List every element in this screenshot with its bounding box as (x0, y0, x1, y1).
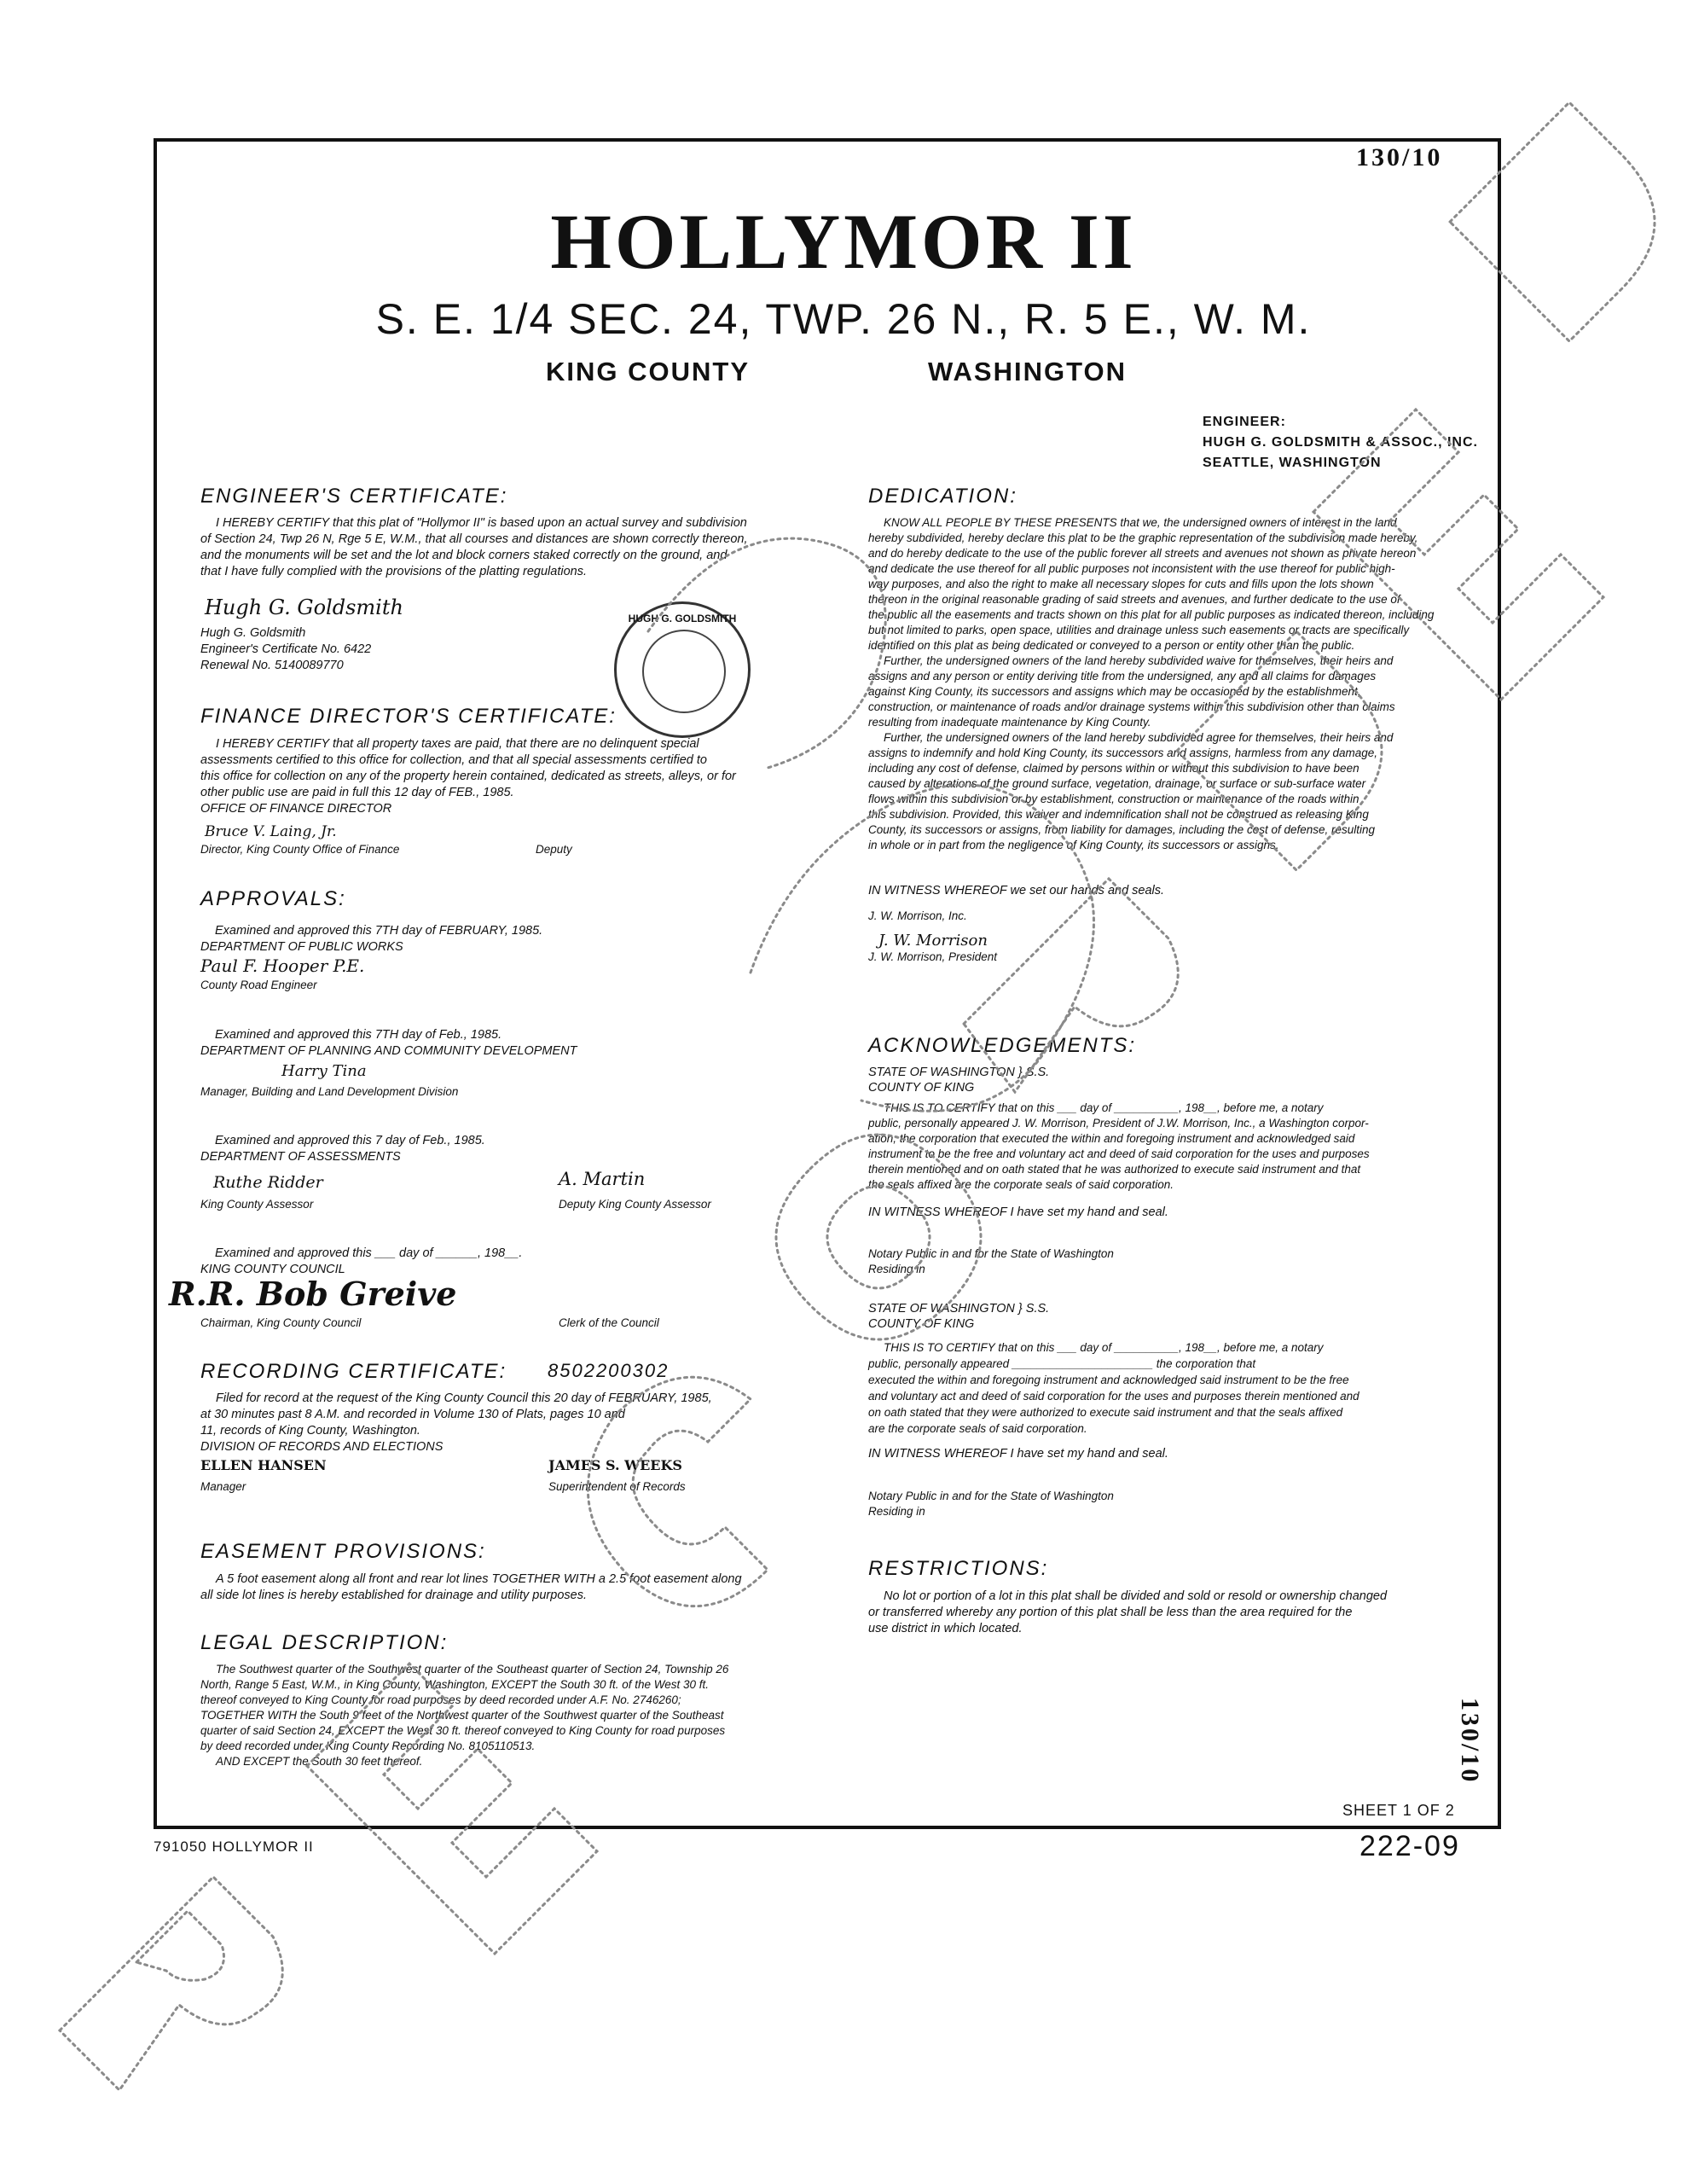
text-line: I HEREBY CERTIFY that this plat of "Hollymor II" is based upon an actual survey and subdivision (216, 516, 747, 530)
engineer-name-line: Hugh G. Goldsmith (200, 626, 306, 640)
assess-approval-line: Examined and approved this 7 day of Feb., 1985. (215, 1134, 485, 1147)
engineer-name: HUGH G. GOLDSMITH & ASSOC., INC. (1203, 435, 1478, 450)
text-line: ation, the corporation that executed the within and foregoing instrument and acknowledged said (868, 1132, 1355, 1145)
text-line: The Southwest quarter of the Southwest quarter of the Southeast quarter of Section 24, Township 26 (216, 1663, 729, 1676)
ack-heading: ACKNOWLEDGEMENTS: (868, 1034, 1137, 1057)
recording-number: 8502200302 (548, 1360, 670, 1381)
text-line: or transferred whereby any portion of this plat shall be less than the area required for the (868, 1606, 1353, 1619)
text-line: thereof conveyed to King County for road purposes by deed recorded under A.F. No. 2746260; (200, 1693, 681, 1706)
text-line: THIS IS TO CERTIFY that on this ___ day of __________, 198__, before me, a notary (884, 1341, 1324, 1354)
pw-signature: Paul F. Hooper P.E. (200, 956, 365, 976)
recording-division: DIVISION OF RECORDS AND ELECTIONS (200, 1440, 443, 1454)
recording-super-title: Superintendent of Records (548, 1480, 686, 1493)
pw-title: County Road Engineer (200, 979, 317, 991)
text-line: way purposes, and also the right to make all necessary slopes for cuts and fills upon the lots shown (868, 578, 1374, 590)
council-approval-line: Examined and approved this ___ day of ______, 198__. (215, 1246, 523, 1260)
finance-deputy-title: Deputy (536, 843, 572, 856)
text-line: hereby subdivided, hereby declare this plat to be the graphic representation of the subdivision made hereby, (868, 531, 1418, 544)
sheet-label: SHEET 1 OF 2 (1342, 1802, 1455, 1819)
legal-heading: LEGAL DESCRIPTION: (200, 1631, 449, 1654)
text-line: this office for collection on any of the property herein contained, dedicated as streets, alleys, or for (200, 770, 736, 783)
text-line: in whole or in part from the negligence of King County, its successors or assigns. (868, 839, 1279, 851)
text-line: other public use are paid in full this 12 day of FEB., 1985. (200, 786, 514, 799)
text-line: Further, the undersigned owners of the land hereby subdivided waive for themselves, their heirs and (884, 654, 1394, 667)
ack-notary-1: Notary Public in and for the State of Washington (868, 1247, 1114, 1260)
text-line: and voluntary act and deed of said corporation for the uses and purposes therein mentioned and (868, 1390, 1359, 1403)
text-line: Further, the undersigned owners of the land hereby subdivided agree for themselves, their heirs and (884, 731, 1394, 744)
state-label: WASHINGTON (928, 357, 1127, 386)
doc-number: 130/10 (1356, 143, 1443, 171)
restrictions-heading: RESTRICTIONS: (868, 1557, 1049, 1580)
text-line: TOGETHER WITH the South 9 feet of the Northwest quarter of the Southwest quarter of the Southeast (200, 1709, 724, 1722)
text-line: No lot or portion of a lot in this plat shall be divided and sold or resold or ownership changed (884, 1589, 1388, 1603)
text-line: assigns to indemnify and hold King County, its successors and assigns, harmless from any damage, (868, 746, 1378, 759)
ack-witness-1: IN WITNESS WHEREOF I have set my hand and seal. (868, 1205, 1168, 1219)
text-line: of Section 24, Twp 26 N, Rge 5 E, W.M., that all courses and distances are shown correctly thereon, (200, 532, 748, 546)
approvals-heading: APPROVALS: (200, 887, 346, 910)
text-line: I HEREBY CERTIFY that all property taxes are paid, that there are no delinquent special (216, 737, 699, 751)
pw-dept: DEPARTMENT OF PUBLIC WORKS (200, 940, 403, 954)
text-line: the public all the easements and tracts shown on this plat for all public purposes as indicated thereon, including (868, 608, 1435, 621)
assess-dept: DEPARTMENT OF ASSESSMENTS (200, 1150, 401, 1164)
council-signature: R.R. Bob Greive (169, 1275, 457, 1313)
engineer-signature: Hugh G. Goldsmith (205, 595, 403, 619)
ack-witness-2: IN WITNESS WHEREOF I have set my hand and seal. (868, 1447, 1168, 1461)
text-line: flows within this subdivision or by establishment, construction or maintenance of the roads within (868, 793, 1359, 805)
text-line: executed the within and foregoing instrument and acknowledged said instrument to be the free (868, 1374, 1349, 1386)
ack-notary-2: Notary Public in and for the State of Washington (868, 1490, 1114, 1502)
ack-county-1: COUNTY OF KING (868, 1081, 975, 1095)
seal-text: HUGH G. GOLDSMITH (628, 613, 737, 624)
dedication-heading: DEDICATION: (868, 485, 1017, 508)
engineer-label: ENGINEER: (1203, 415, 1286, 429)
text-line: Filed for record at the request of the King County Council this 20 day of FEBRUARY, 1985, (216, 1391, 712, 1405)
dedication-company: J. W. Morrison, Inc. (868, 909, 967, 922)
page-subtitle: S. E. 1/4 SEC. 24, TWP. 26 N., R. 5 E., W. M. (375, 295, 1312, 343)
text-line: assigns and any person or entity deriving title from the undersigned, any and all claims for damages (868, 670, 1377, 682)
text-line: THIS IS TO CERTIFY that on this ___ day of __________, 198__, before me, a notary (884, 1101, 1324, 1114)
text-line: AND EXCEPT the South 30 feet thereof. (216, 1755, 423, 1768)
text-line: County, its successors or assigns, from liability for damages, including the cost of defense, resulting (868, 823, 1376, 836)
page-title: HOLLYMOR II (550, 198, 1137, 285)
engineer-cert-no: Engineer's Certificate No. 6422 (200, 642, 372, 656)
text-line: but not limited to parks, open space, utilities and drainage unless such easements or tracts are specifically (868, 624, 1410, 636)
plan-dept: DEPARTMENT OF PLANNING AND COMMUNITY DEVELOPMENT (200, 1044, 577, 1058)
assess-deputy-title: Deputy King County Assessor (559, 1198, 711, 1211)
recording-manager-title: Manager (200, 1480, 246, 1493)
assess-title: King County Assessor (200, 1198, 314, 1211)
ack-residing-2: Residing in (868, 1505, 925, 1518)
text-line: that I have fully complied with the provisions of the platting regulations. (200, 565, 587, 578)
text-line: North, Range 5 East, W.M., in King County, Washington, EXCEPT the South 30 ft. of the West 30 ft. (200, 1678, 710, 1691)
text-line: this subdivision. Provided, this waiver and indemnification shall not be construed as releasing King (868, 808, 1369, 821)
text-line: assessments certified to this office for collection, and that all special assessments certified to (200, 753, 707, 767)
council-dept: KING COUNTY COUNCIL (200, 1263, 345, 1276)
text-line: at 30 minutes past 8 A.M. and recorded in Volume 130 of Plats, pages 10 and (200, 1408, 625, 1421)
text-line: construction, or maintenance of roads and/or drainage systems within this subdivision other than claims (868, 700, 1395, 713)
side-page-number: 130/10 (1456, 1698, 1484, 1785)
file-id: 791050 HOLLYMOR II (154, 1838, 314, 1855)
text-line: and the monuments will be set and the lot and block corners staked correctly on the ground, and (200, 549, 728, 562)
text-line: public, personally appeared J. W. Morrison, President of J.W. Morrison, Inc., a Washington corpor- (868, 1117, 1369, 1130)
text-line: quarter of said Section 24, EXCEPT the West 30 ft. thereof conveyed to King County for road purposes (200, 1724, 726, 1737)
text-line: and do hereby dedicate to the use of the public forever all streets and avenues not shown as private hereon (868, 547, 1417, 560)
text-line: 11, records of King County, Washington. (200, 1424, 420, 1438)
assess-signature: Ruthe Ridder (213, 1173, 323, 1192)
text-line: identified on this plat as being dedicated or conveyed to a person or entity other than the public. (868, 639, 1355, 652)
recording-super-name: JAMES S. WEEKS (548, 1457, 682, 1473)
text-line: resulting from inadequate maintenance by King County. (868, 716, 1151, 729)
pw-approval-line: Examined and approved this 7TH day of FEBRUARY, 1985. (215, 924, 543, 938)
text-line: all side lot lines is hereby established for drainage and utility purposes. (200, 1589, 587, 1602)
plan-approval-line: Examined and approved this 7TH day of Feb., 1985. (215, 1028, 502, 1042)
finance-director-title: Director, King County Office of Finance (200, 843, 400, 856)
text-line: public, personally appeared ______________________ the corporation that (868, 1357, 1256, 1370)
dedication-signature: J. W. Morrison (878, 932, 988, 950)
text-line: A 5 foot easement along all front and rear lot lines TOGETHER WITH a 2.5 foot easement along (216, 1572, 742, 1586)
text-line: on oath stated that they were authorized to execute said instrument and that the seals affixed (868, 1406, 1343, 1419)
text-line: thereon in the original reasonable grading of said streets and avenues, and further dedicate to the use of (868, 593, 1400, 606)
finance-signature: Bruce V. Laing, Jr. (205, 823, 337, 840)
council-title: Chairman, King County Council (200, 1316, 362, 1329)
dedication-witness: IN WITNESS WHEREOF we set our hands and seals. (868, 884, 1165, 897)
text-line: KNOW ALL PEOPLE BY THESE PRESENTS that we, the undersigned owners of interest in the land (884, 516, 1397, 529)
plan-signature: Harry Tina (281, 1062, 367, 1080)
ack-state-2: STATE OF WASHINGTON } S.S. (868, 1302, 1050, 1316)
text-line: caused by alterations of the ground surface, vegetation, drainage, or surface or sub-surface water (868, 777, 1366, 790)
page-ref: 222-09 (1359, 1830, 1460, 1862)
ack-county-2: COUNTY OF KING (868, 1317, 975, 1331)
assess-deputy-signature: A. Martin (559, 1169, 646, 1189)
text-line: and dedicate the use thereof for all public purposes not inconsistent with the use thereof for public high- (868, 562, 1395, 575)
text-line: instrument to be the free and voluntary act and deed of said corporation for the uses and purposes (868, 1147, 1370, 1160)
engineer-city: SEATTLE, WASHINGTON (1203, 456, 1382, 470)
ack-residing-1: Residing in (868, 1263, 925, 1275)
text-line: the seals affixed are the corporate seals of said corporation. (868, 1178, 1174, 1191)
text-line: including any cost of defense, claimed by persons within or without this subdivision to have been (868, 762, 1359, 775)
engineer-cert-heading: ENGINEER'S CERTIFICATE: (200, 485, 508, 508)
council-clerk: Clerk of the Council (559, 1316, 659, 1329)
text-line: are the corporate seals of said corporation. (868, 1422, 1087, 1435)
text-line: against King County, its successors and assigns which may be occasioned by the establishment, (868, 685, 1361, 698)
engineer-renewal: Renewal No. 5140089770 (200, 659, 344, 672)
easement-heading: EASEMENT PROVISIONS: (200, 1540, 486, 1563)
dedication-president: J. W. Morrison, President (868, 950, 998, 963)
county-label: KING COUNTY (546, 357, 750, 386)
text-line: therein mentioned and on oath stated that he was authorized to execute said instrument and that (868, 1163, 1361, 1176)
recording-manager-name: ELLEN HANSEN (200, 1457, 327, 1473)
finance-cert-heading: FINANCE DIRECTOR'S CERTIFICATE: (200, 705, 617, 728)
text-line: use district in which located. (868, 1622, 1023, 1635)
finance-office: OFFICE OF FINANCE DIRECTOR (200, 802, 392, 816)
ack-state-1: STATE OF WASHINGTON } S.S. (868, 1066, 1050, 1079)
text-line: by deed recorded under King County Recording No. 8105110513. (200, 1740, 536, 1752)
recording-heading: RECORDING CERTIFICATE: (200, 1360, 507, 1383)
plan-title: Manager, Building and Land Development Division (200, 1085, 459, 1098)
